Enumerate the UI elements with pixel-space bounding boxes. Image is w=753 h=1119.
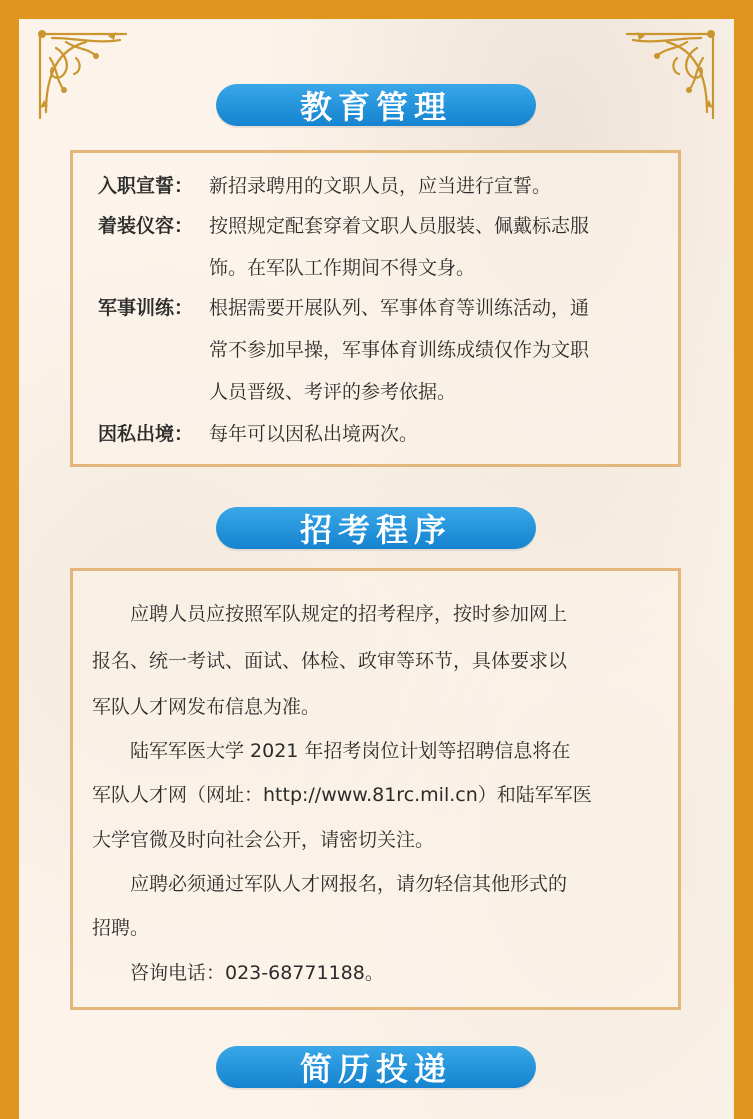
section-header-education [216, 84, 536, 126]
paragraph-line: 应聘人员应按照军队规定的招考程序，按时参加网上 [92, 603, 568, 625]
item-label: 因私出境： [98, 423, 194, 445]
item-line: 饰。在军队工作期间不得文身。 [209, 257, 476, 279]
section-title: 教育管理 [299, 88, 452, 126]
section-title: 招考程序 [299, 511, 452, 549]
section-header-procedure [216, 507, 536, 549]
item-label: 军事训练： [98, 297, 194, 319]
item-line: 常不参加早操，军事体育训练成绩仅作为文职 [209, 339, 590, 361]
item-line: 根据需要开展队列、军事体育等训练活动，通 [209, 297, 590, 319]
item-label: 着装仪容： [98, 215, 194, 237]
paragraph-line: 咨询电话：023-68771188。 [92, 962, 384, 984]
paragraph-line: 陆军军医大学 2021 年招考岗位计划等招聘信息将在 [92, 740, 571, 762]
item-line: 新招录聘用的文职人员，应当进行宣誓。 [209, 175, 552, 197]
education-box [70, 150, 681, 467]
procedure-box [70, 568, 681, 1010]
item-line: 人员晋级、考评的参考依据。 [209, 381, 457, 403]
paragraph-line: 军队人才网（网址：http://www.81rc.mil.cn）和陆军军医 [92, 784, 592, 806]
item-text [209, 169, 669, 211]
item-line: 按照规定配套穿着文职人员服装、佩戴标志服 [209, 215, 590, 237]
item-label: 入职宣誓： [98, 175, 194, 197]
section-title: 简历投递 [299, 1050, 452, 1088]
item-text [209, 417, 669, 459]
paragraph-line: 应聘必须通过军队人才网报名，请勿轻信其他形式的 [92, 873, 568, 895]
paragraph-line: 报名、统一考试、面试、体检、政审等环节，具体要求以 [92, 650, 568, 672]
item-text [209, 291, 669, 417]
paragraph-line: 军队人才网发布信息为准。 [92, 696, 321, 718]
section-header-resume [216, 1046, 536, 1088]
item-line: 每年可以因私出境两次。 [209, 423, 419, 445]
item-text [209, 209, 669, 293]
corner-ornament-left [36, 28, 131, 123]
corner-ornament-right [622, 28, 717, 123]
paragraph-line: 大学官微及时向社会公开，请密切关注。 [92, 829, 435, 851]
paragraph-line: 招聘。 [92, 917, 150, 939]
